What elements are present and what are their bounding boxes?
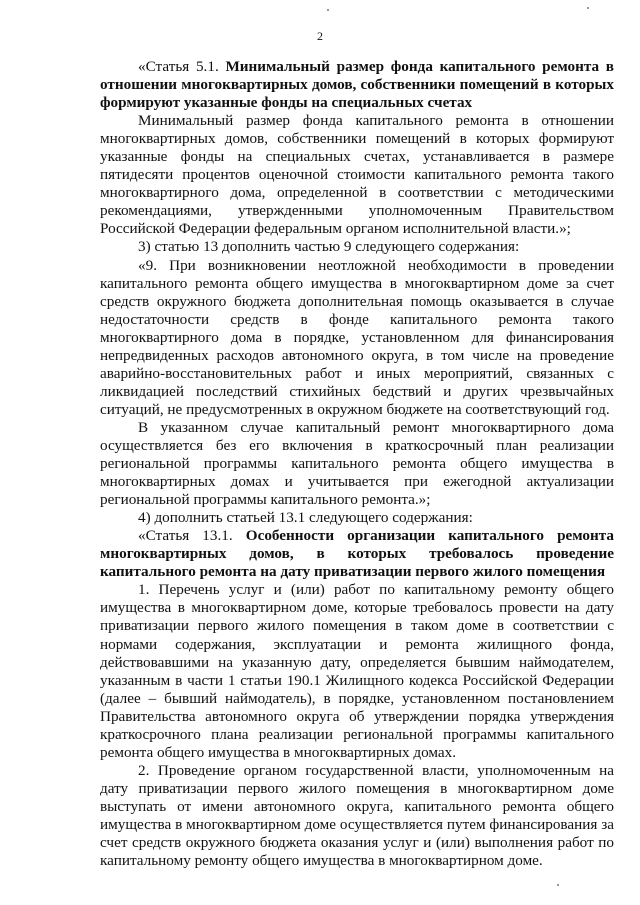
- article-13-1-part-2: 2. Проведение органом государственной власти, уполномоченным на дату приватизации первого жилого помещения в многоквартирном доме выступать от имени автономного округа, капитального ремонта общего имущества в многоквартирном доме осуществляется путем финансирования за счет средств окружного бюджета оказания услуг и (или) выполнения работ по капитальному ремонту общего имущества в многоквартирном доме.: [100, 761, 614, 870]
- article-5-1-heading: «Статья 5.1. Минимальный размер фонда капитального ремонта в отношении многоквартирных домов, собственники помещений в которых формируют указанные фонды на специальных счетах: [100, 58, 614, 112]
- article-13-1-part-1: 1. Перечень услуг и (или) работ по капитальному ремонту общего имущества в многоквартирном доме, которые требовалось провести на дату приватизации первого жилого помещения в таком доме в соответствии с нормами содержания, эксплуатации и ремонта жилищного фонда, действовавшими на указанную дату, определяется бывшим наймодателем, указанным в части 1 статьи 190.1 Жилищного кодекса Российской Федерации (далее – бывший наймодатель), в порядке, установленном постановлением Правительства автономного округа об утверждении порядка утверждения краткосрочного плана реализации региональной программы капитального ремонта общего имущества в многоквартирных домах.: [100, 581, 614, 761]
- page-number: 2: [317, 29, 323, 43]
- amendment-item-4: 4) дополнить статьей 13.1 следующего содержания:: [138, 509, 473, 527]
- article-5-1-text: Минимальный размер фонда капитального ремонта в отношении многоквартирных домов, собственники помещений в которых формируют указанные фонды на специальных счетах, устанавливается в размере пятидесяти процентов оценочной стоимости капитального ремонта такого многоквартирного дома, определенной в соответствии с методическими рекомендациями, утвержденными уполномоченным Правительством Российской Федерации федеральным органом исполнительной власти.»;: [100, 112, 614, 238]
- article-13-part-9: «9. При возникновении неотложной необходимости в проведении капитального ремонта общего имущества в многоквартирном доме за счет средств окружного бюджета дополнительная помощь оказывается в случае недостаточности средств в фонде капитального ремонта такого многоквартирного дома в порядке, установленном для финансирования непредвиденных расходов автономного округа, в том числе на проведение аварийно-восстановительных работ и иных мероприятий, связанных с ликвидацией последствий стихийных бедствий и других чрезвычайных ситуаций, не предусмотренных в окружном бюджете на соответствующий год.: [100, 256, 614, 418]
- article-13-part-9-cont: В указанном случае капитальный ремонт многоквартирного дома осуществляется без его включения в краткосрочный план реализации региональной программы капитального ремонта общего имущества в многоквартирных домах и учитывается при ежегодной актуализации региональной программы капитального ремонта.»;: [100, 418, 614, 509]
- document-body: [100, 58, 614, 870]
- scan-speck: [557, 884, 559, 886]
- amendment-item-3: 3) статью 13 дополнить частью 9 следующего содержания:: [138, 238, 520, 256]
- scan-speck: [587, 7, 589, 9]
- scan-speck: [327, 9, 329, 11]
- article-13-1-heading: «Статья 13.1. Особенности организации капитального ремонта многоквартирных домов, в которых требовалось проведение капитального ремонта на дату приватизации первого жилого помещения: [100, 527, 614, 581]
